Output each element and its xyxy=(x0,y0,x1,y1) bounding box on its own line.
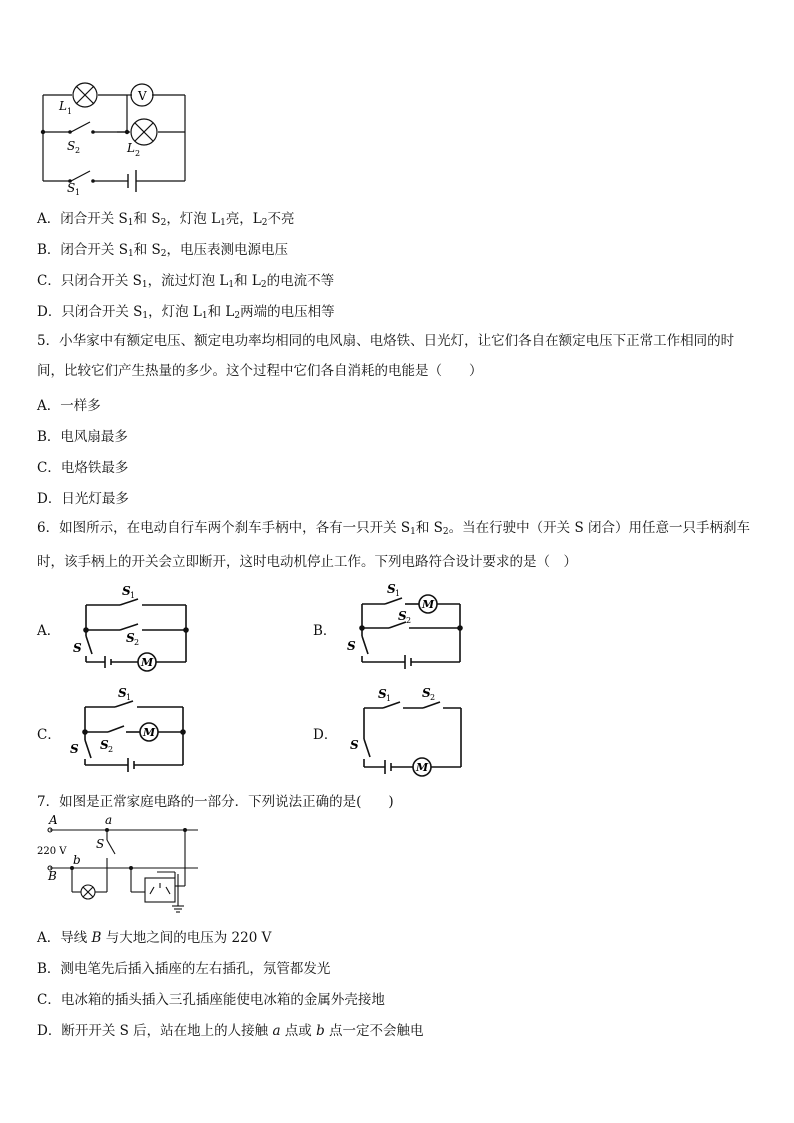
lamp-l2-sub: 2 xyxy=(135,149,141,158)
lamp-l1-sub: 1 xyxy=(67,107,73,116)
svg-text:1: 1 xyxy=(386,694,392,703)
q5-option-d[interactable]: D．日光灯最多 xyxy=(37,491,129,507)
q7-option-d[interactable]: D．断开开关 S 后，站在地上的人接触 a 点或 b 点一定不会触电 xyxy=(37,1023,424,1039)
line-b-label: B xyxy=(48,869,57,883)
svg-text:M: M xyxy=(416,761,429,774)
svg-text:S: S xyxy=(126,631,135,645)
q6-option-d-label[interactable]: D． xyxy=(313,727,338,743)
voltage-label: 220 V xyxy=(37,846,67,857)
svg-text:S: S xyxy=(378,687,387,701)
q6-option-c-label[interactable]: C． xyxy=(37,727,61,743)
q7-option-b[interactable]: B．测电笔先后插入插座的左右插孔，氖管都发光 xyxy=(37,961,331,977)
switch-s2-sub: 2 xyxy=(75,146,81,155)
q4-circuit-figure xyxy=(35,78,195,198)
svg-text:S: S xyxy=(387,582,396,596)
q6-option-a-label[interactable]: A． xyxy=(37,623,61,639)
svg-text:S: S xyxy=(70,742,79,756)
q6-option-b-label[interactable]: B． xyxy=(313,623,337,639)
q4-option-d[interactable]: D．只闭合开关 $S_1$，灯泡 $L_1$和 $L_2$两端的电压相等 xyxy=(37,304,335,321)
svg-text:M: M xyxy=(422,598,435,611)
svg-text:1: 1 xyxy=(126,693,132,702)
q6-circuit-d[interactable] xyxy=(345,683,475,778)
point-a-label: a xyxy=(105,813,113,827)
svg-text:S: S xyxy=(118,686,127,700)
line-a-label: A xyxy=(49,813,58,827)
svg-text:1: 1 xyxy=(130,591,136,600)
q4-option-a[interactable]: A．闭合开关 $S_1$和 $S_2$，灯泡 $L_1$亮，$L_2$不亮 xyxy=(37,211,295,228)
switch-s2-label: S xyxy=(67,139,76,153)
q5-option-b[interactable]: B．电风扇最多 xyxy=(37,429,128,445)
q4-option-c[interactable]: C．只闭合开关 $S_1$，流过灯泡 $L_1$和 $L_2$的电流不等 xyxy=(37,273,335,290)
q7-stem: 7．如图是正常家庭电路的一部分．下列说法正确的是( ) xyxy=(37,794,394,810)
q6-circuit-c[interactable] xyxy=(70,683,200,773)
svg-text:M: M xyxy=(141,656,154,669)
point-b-label: b xyxy=(73,853,81,867)
q4-option-b[interactable]: B．闭合开关 $S_1$和 $S_2$，电压表测电源电压 xyxy=(37,242,288,259)
svg-text:S: S xyxy=(122,584,131,598)
lamp-l2-label: L xyxy=(127,141,135,155)
svg-text:2: 2 xyxy=(134,638,140,647)
svg-text:S: S xyxy=(422,686,431,700)
svg-text:S: S xyxy=(398,609,407,623)
svg-text:S: S xyxy=(100,738,109,752)
q7-household-circuit-figure xyxy=(35,812,205,917)
voltmeter-label: V xyxy=(138,89,147,103)
switch-s1-label: S xyxy=(67,181,76,195)
q5-option-a[interactable]: A．一样多 xyxy=(37,398,101,414)
svg-text:S: S xyxy=(73,641,82,655)
q6-circuit-a[interactable] xyxy=(70,580,200,670)
q7-option-a[interactable]: A．导线 B 与大地之间的电压为 220 V xyxy=(37,930,272,946)
svg-text:2: 2 xyxy=(430,693,436,702)
lamp-l1-label: L xyxy=(59,99,67,113)
switch-s1-sub: 1 xyxy=(75,188,81,197)
q5-stem: 5．小华家中有额定电压、额定电功率均相同的电风扇、电烙铁、日光灯，让它们各自在额定电压下正常工作相同的时间，比较它们产生热量的多少。这个过程中它们各自消耗的电能是（ ） xyxy=(37,333,735,379)
svg-text:2: 2 xyxy=(108,745,114,754)
svg-text:1: 1 xyxy=(395,589,401,598)
q6-circuit-b[interactable] xyxy=(345,578,475,668)
switch-s-label: S xyxy=(96,837,105,851)
svg-text:S: S xyxy=(347,639,356,653)
q6-stem: 6．如图所示，在电动自行车两个刹车手柄中，各有一只开关 $S_1$和 $S_2$。当在行驶中（开关 S 闭合）用任意一只手柄刹车时，该手柄上的开关会立即断开，这时电动机停止工作。下列电路符合设计要求的是（ ） xyxy=(37,520,750,570)
svg-text:2: 2 xyxy=(406,616,412,625)
svg-text:S: S xyxy=(350,738,359,752)
q7-option-c[interactable]: C．电冰箱的插头插入三孔插座能使电冰箱的金属外壳接地 xyxy=(37,992,385,1008)
q5-option-c[interactable]: C．电烙铁最多 xyxy=(37,460,129,476)
svg-text:M: M xyxy=(143,726,156,739)
